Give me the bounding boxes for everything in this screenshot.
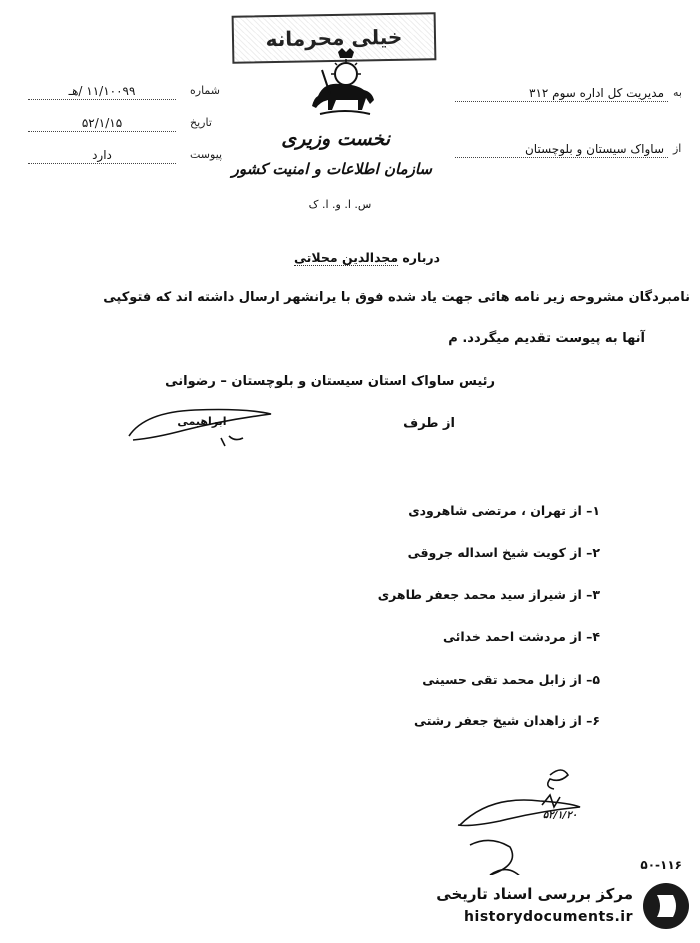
handwritten-date: ۵۲/۱/۲۰: [542, 810, 578, 821]
date-value: ۵۲/۱/۱۵: [28, 116, 176, 132]
attachment-label: پیوست: [190, 148, 223, 161]
list-item-number: ۲–: [586, 545, 600, 560]
subject-value: مجدالدین محلاتی: [294, 250, 399, 265]
date-label: تاریخ: [190, 116, 212, 129]
list-item-text: از مردشت احمد خدائی: [443, 629, 582, 644]
list-item: [380, 672, 600, 687]
signer-name: ابراهیمی: [177, 415, 227, 428]
from-label: از: [673, 142, 682, 155]
list-item-text: از تهران ، مرتضی شاهرودی: [408, 503, 582, 518]
list-item-number: ۳–: [586, 587, 600, 602]
on-behalf-label: از طرف: [403, 416, 455, 431]
archive-watermark: [418, 875, 693, 937]
org-abbreviation: س. ا. و. ا. ک: [308, 198, 372, 211]
list-item-number: ۱–: [586, 503, 600, 518]
list-item-text: از زابل محمد تقی حسینی: [422, 672, 582, 687]
list-item-text: از شیراز سید محمد جعفر طاهری: [377, 587, 582, 602]
classification-stamp: خیلی محرمانه: [232, 12, 437, 64]
archive-name: مرکز بررسی اسناد تاریخی: [436, 885, 633, 903]
list-item: [380, 545, 600, 560]
from-value: ساواک سیستان و بلوچستان: [455, 142, 668, 158]
attachment-value: دارد: [28, 148, 176, 164]
number-label: شماره: [190, 84, 221, 97]
subject-label: درباره: [402, 250, 440, 265]
org-title-secondary: سازمان اطلاعات و امنیت کشور: [231, 160, 432, 178]
list-item-text: از زاهدان شیخ جعفر رشتی: [414, 713, 582, 728]
archive-url: historydocuments.ir: [464, 909, 633, 925]
list-item: [380, 713, 600, 728]
list-item-number: ۶–: [586, 713, 600, 728]
document-code: ۵۰-۱۱۶: [640, 858, 682, 872]
list-item: [380, 629, 600, 644]
lion-and-sun-emblem: [300, 48, 390, 124]
archive-logo-icon: [643, 883, 689, 929]
body-line-2: آنها به پیوست تقدیم میگردد. م: [448, 331, 645, 346]
list-item: [380, 503, 600, 518]
list-item: [340, 587, 600, 602]
list-item-number: ۴–: [586, 629, 600, 644]
body-line-1: نامبردگان مشروحه زیر نامه هائی جهت یاد شده فوق با یرانشهر ارسال داشته اند که فتوکپی: [103, 290, 690, 305]
number-value: ۱۱/۱۰۰۹۹ /هـ: [28, 84, 176, 100]
to-value: مدیریت کل اداره سوم ۳۱۲: [455, 86, 668, 102]
to-label: به: [673, 86, 682, 99]
chief-signature-line: رئیس ساواک استان سیستان و بلوچستان – رضوانی: [165, 374, 495, 389]
lion-and-sun-icon: [300, 48, 390, 120]
list-item-number: ۵–: [586, 672, 600, 687]
subject-line: [270, 250, 440, 266]
list-item-text: از کویت شیخ اسداله جروقی: [407, 545, 582, 560]
org-title-primary: نخست وزیری: [281, 128, 390, 150]
